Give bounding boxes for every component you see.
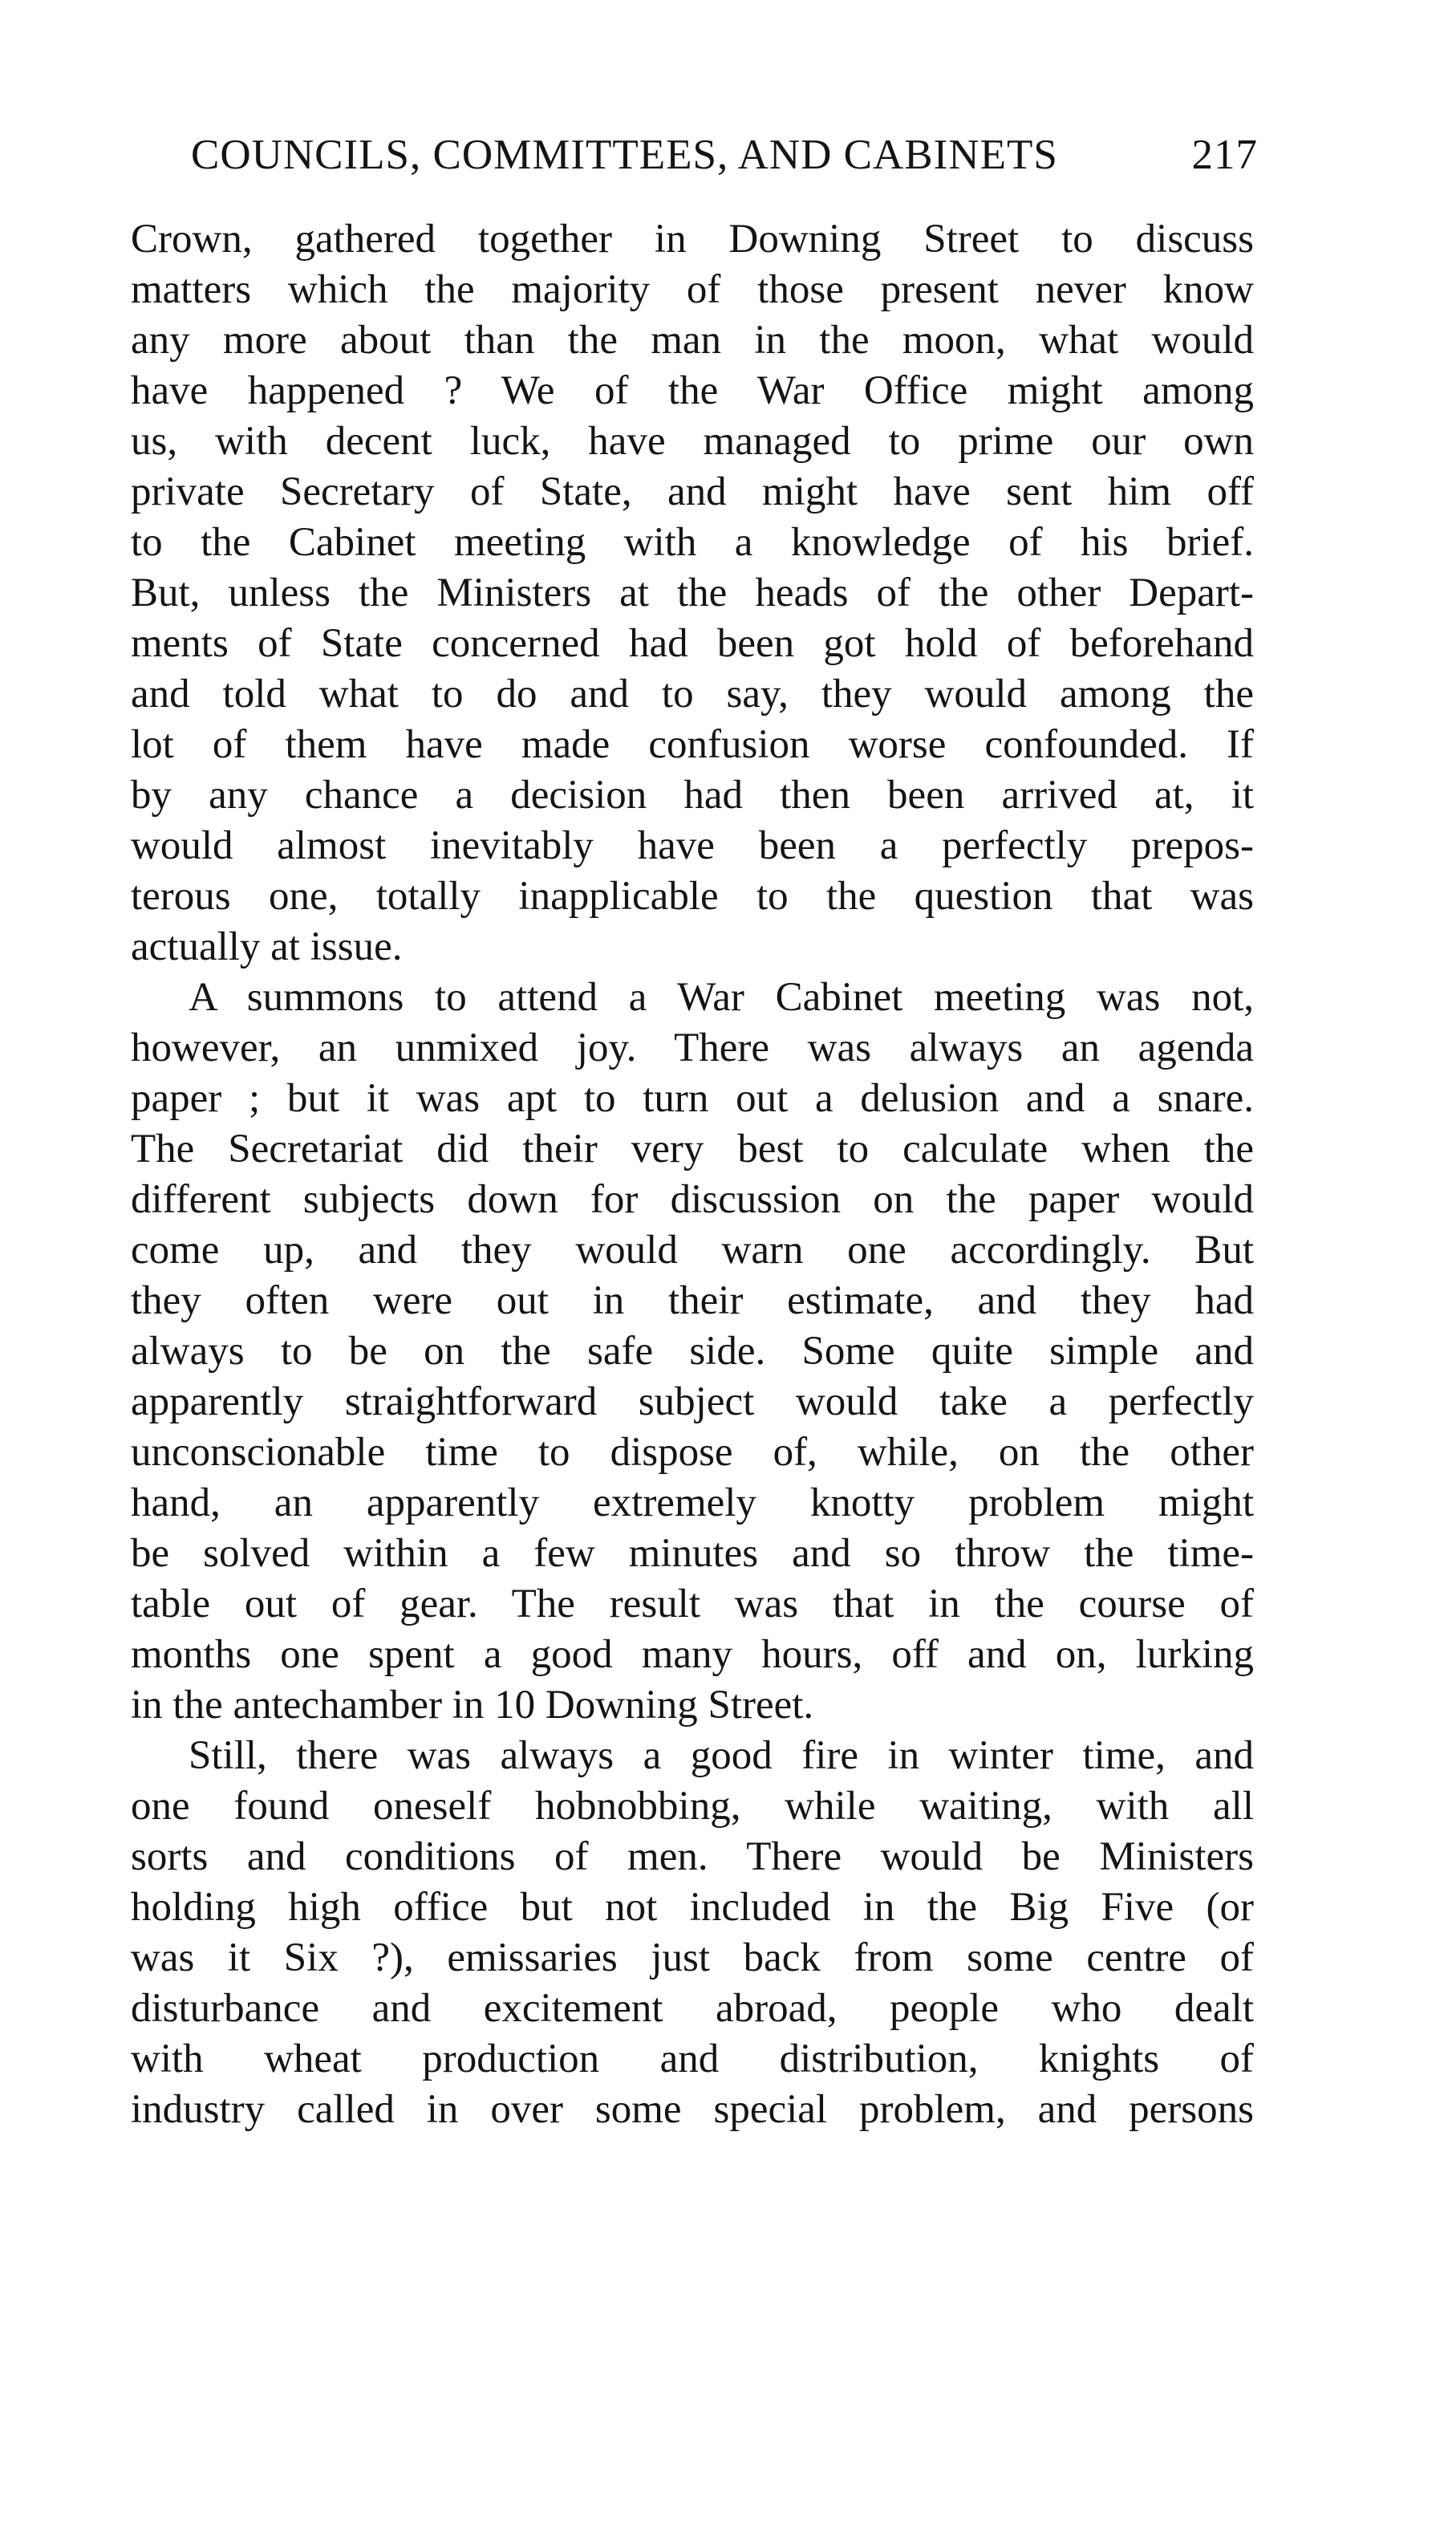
text-line: private Secretary of State, and might have sent him off xyxy=(131,469,1254,514)
text-line: and told what to do and to say, they would among the xyxy=(131,672,1254,717)
body-text xyxy=(131,214,1254,2135)
text-line: But, unless the Ministers at the heads of the other Depart- xyxy=(131,571,1254,615)
text-line: come up, and they would warn one accordingly. But xyxy=(131,1228,1254,1273)
text-line: holding high office but not included in the Big Five (or xyxy=(131,1885,1254,1930)
paragraph xyxy=(131,214,1254,973)
text-line: any more about than the man in the moon, what would xyxy=(131,318,1254,363)
text-line: would almost inevitably have been a perfectly prepos- xyxy=(131,823,1254,868)
text-line: be solved within a few minutes and so throw the time- xyxy=(131,1531,1254,1576)
text-line: apparently straightforward subject would take a perfectly xyxy=(131,1379,1254,1424)
page-number: 217 xyxy=(1191,132,1258,178)
text-line: sorts and conditions of men. There would be Ministers xyxy=(131,1834,1254,1879)
text-line: months one spent a good many hours, off and on, lurking xyxy=(131,1632,1254,1677)
text-line: they often were out in their estimate, and they had xyxy=(131,1278,1254,1323)
text-line: paper ; but it was apt to turn out a delusion and a snare. xyxy=(131,1076,1254,1121)
text-line: lot of them have made confusion worse confounded. If xyxy=(131,722,1254,767)
text-line: with wheat production and distribution, knights of xyxy=(131,2036,1254,2081)
text-line: terous one, totally inapplicable to the question that was xyxy=(131,874,1254,919)
text-line: industry called in over some special problem, and persons xyxy=(131,2087,1254,2132)
text-line: one found oneself hobnobbing, while waiting, with all xyxy=(131,1784,1254,1829)
text-line: different subjects down for discussion on the paper would xyxy=(131,1177,1254,1222)
text-line: by any chance a decision had then been arrived at, it xyxy=(131,773,1254,818)
text-line: matters which the majority of those present never know xyxy=(131,267,1254,312)
text-line: table out of gear. The result was that in the course of xyxy=(131,1582,1254,1626)
text-line: have happened ? We of the War Office might among xyxy=(131,368,1254,413)
text-line: us, with decent luck, have managed to prime our own xyxy=(131,419,1254,464)
text-line: ments of State concerned had been got hold of beforehand xyxy=(131,621,1254,666)
text-line: The Secretariat did their very best to calculate when the xyxy=(131,1127,1254,1171)
text-line: hand, an apparently extremely knotty problem might xyxy=(131,1480,1254,1525)
text-line: A summons to attend a War Cabinet meeting was not, xyxy=(189,975,1254,1020)
text-line: unconscionable time to dispose of, while, on the other xyxy=(131,1430,1254,1475)
running-title: COUNCILS, COMMITTEES, AND CABINETS xyxy=(191,132,1058,178)
running-head xyxy=(191,127,1258,183)
text-line: Still, there was always a good fire in winter time, and xyxy=(189,1733,1254,1778)
paragraph xyxy=(131,973,1254,1731)
text-line: was it Six ?), emissaries just back from some centre of xyxy=(131,1935,1254,1980)
text-line: always to be on the safe side. Some quite simple and xyxy=(131,1329,1254,1374)
text-line: actually at issue. xyxy=(131,924,403,969)
text-line: disturbance and excitement abroad, people who dealt xyxy=(131,1986,1254,2031)
text-line: however, an unmixed joy. There was always an agenda xyxy=(131,1025,1254,1070)
text-line: to the Cabinet meeting with a knowledge of his brief. xyxy=(131,520,1254,565)
text-line: in the antechamber in 10 Downing Street. xyxy=(131,1683,814,1728)
paragraph xyxy=(131,1731,1254,2135)
text-line: Crown, gathered together in Downing Street to discuss xyxy=(131,217,1254,262)
